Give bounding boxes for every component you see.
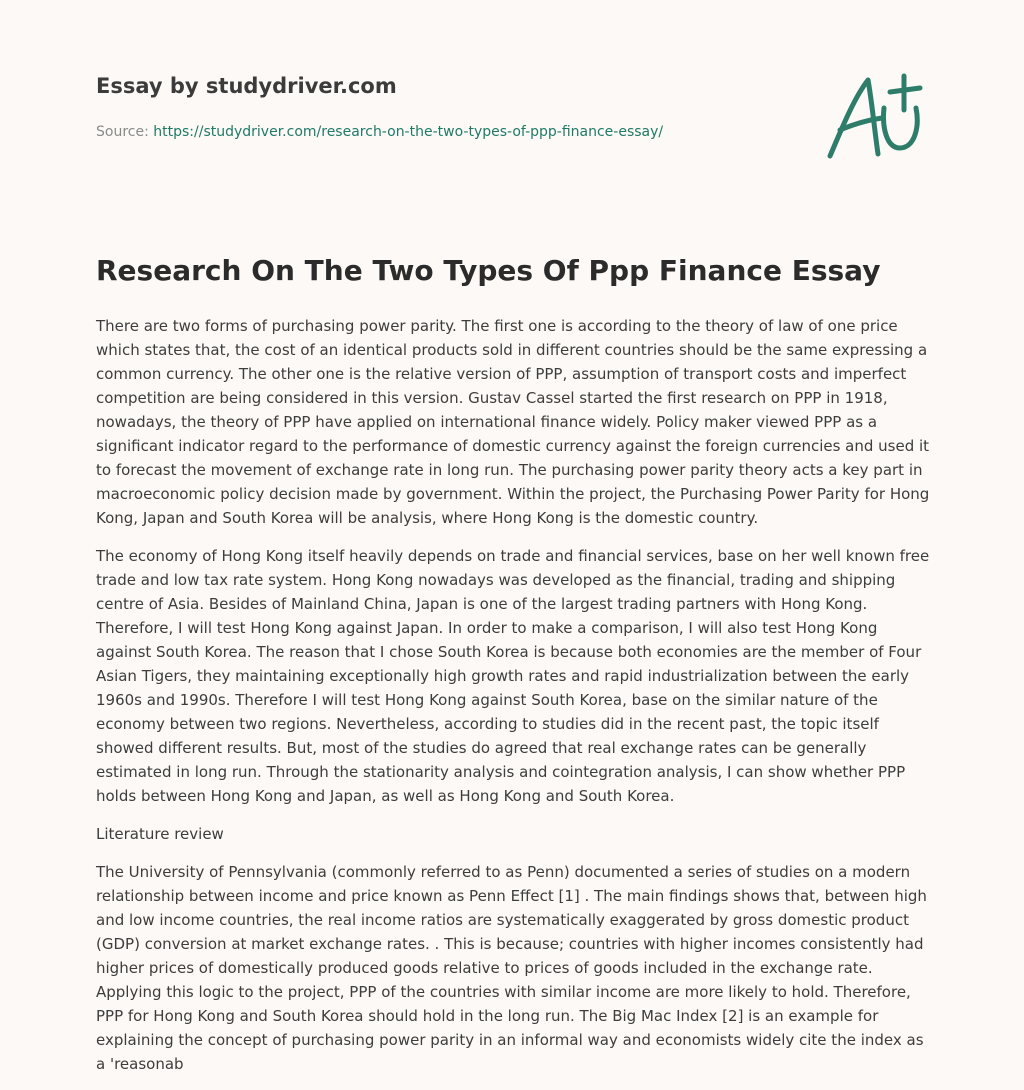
paragraph: There are two forms of purchasing power parity. The first one is according to the theory of law of one price which states that, the cost of an identical products sold in different countries should be the same expressing a common currency. The other one is the relative version of PPP, assumption of transport costs and imperfect competition are being considered in this version. Gustav Cassel started the first research on PPP in 1918, nowadays, the theory of PPP have applied on international finance widely. Policy maker viewed PPP as a significant indicator regard to the performance of domestic currency against the foreign currencies and used it to forecast the movement of exchange rate in long run. The purchasing power parity theory acts a key part in macroeconomic policy decision made by government. Within the project, the Purchasing Power Parity for Hong Kong, Japan and South Korea will be analysis, where Hong Kong is the domestic country. xyxy=(96,317,930,527)
essay-title: Research On The Two Types Of Ppp Finance Essay xyxy=(96,254,881,287)
section-heading: Literature review xyxy=(96,825,224,843)
paragraph: The University of Pennsylvania (commonly referred to as Penn) documented a series of studies on a modern relationship between income and price known as Penn Effect [1] . The main findings shows that, between high and low income countries, the real income ratios are systematically exaggerated by gross domestic product (GDP) conversion at market exchange rates. . This is because; countries with higher incomes consistently had higher prices of domestically produced goods relative to prices of goods included in the exchange rate. Applying this logic to the project, PPP of the countries with similar income are more likely to hold. Therefore, PPP for Hong Kong and South Korea should hold in the long run. The Big Mac Index [2] is an example for explaining the concept of purchasing power parity in an informal way and economists widely cite the index as a 'reasonab xyxy=(96,863,927,1073)
a-plus-logo-icon xyxy=(820,68,930,168)
paragraph: The economy of Hong Kong itself heavily depends on trade and financial services, base on her well known free trade and low tax rate system. Hong Kong nowadays was developed as the financial, trading and shipping centre of Asia. Besides of Mainland China, Japan is one of the largest trading partners with Hong Kong. Therefore, I will test Hong Kong against Japan. In order to make a comparison, I will also test Hong Kong against South Korea. The reason that I chose South Korea is because both economies are the member of Four Asian Tigers, they maintaining exceptionally high growth rates and rapid industrialization between the early 1960s and 1990s. Therefore I will test Hong Kong against South Korea, base on the similar nature of the economy between two regions. Nevertheless, according to studies did in the recent past, the topic itself showed different results. But, most of the studies do agreed that real exchange rates can be generally estimated in long run. Through the stationarity analysis and cointegration analysis, I can show whether PPP holds between Hong Kong and Japan, as well as Hong Kong and South Korea. xyxy=(96,547,930,805)
essay-body xyxy=(96,314,934,1090)
site-title: Essay by studydriver.com xyxy=(96,74,397,98)
source-label: Source: xyxy=(96,124,149,140)
source-link[interactable]: https://studydriver.com/research-on-the-two-types-of-ppp-finance-essay/ xyxy=(153,124,664,140)
header xyxy=(96,74,796,98)
source-line xyxy=(96,124,663,140)
